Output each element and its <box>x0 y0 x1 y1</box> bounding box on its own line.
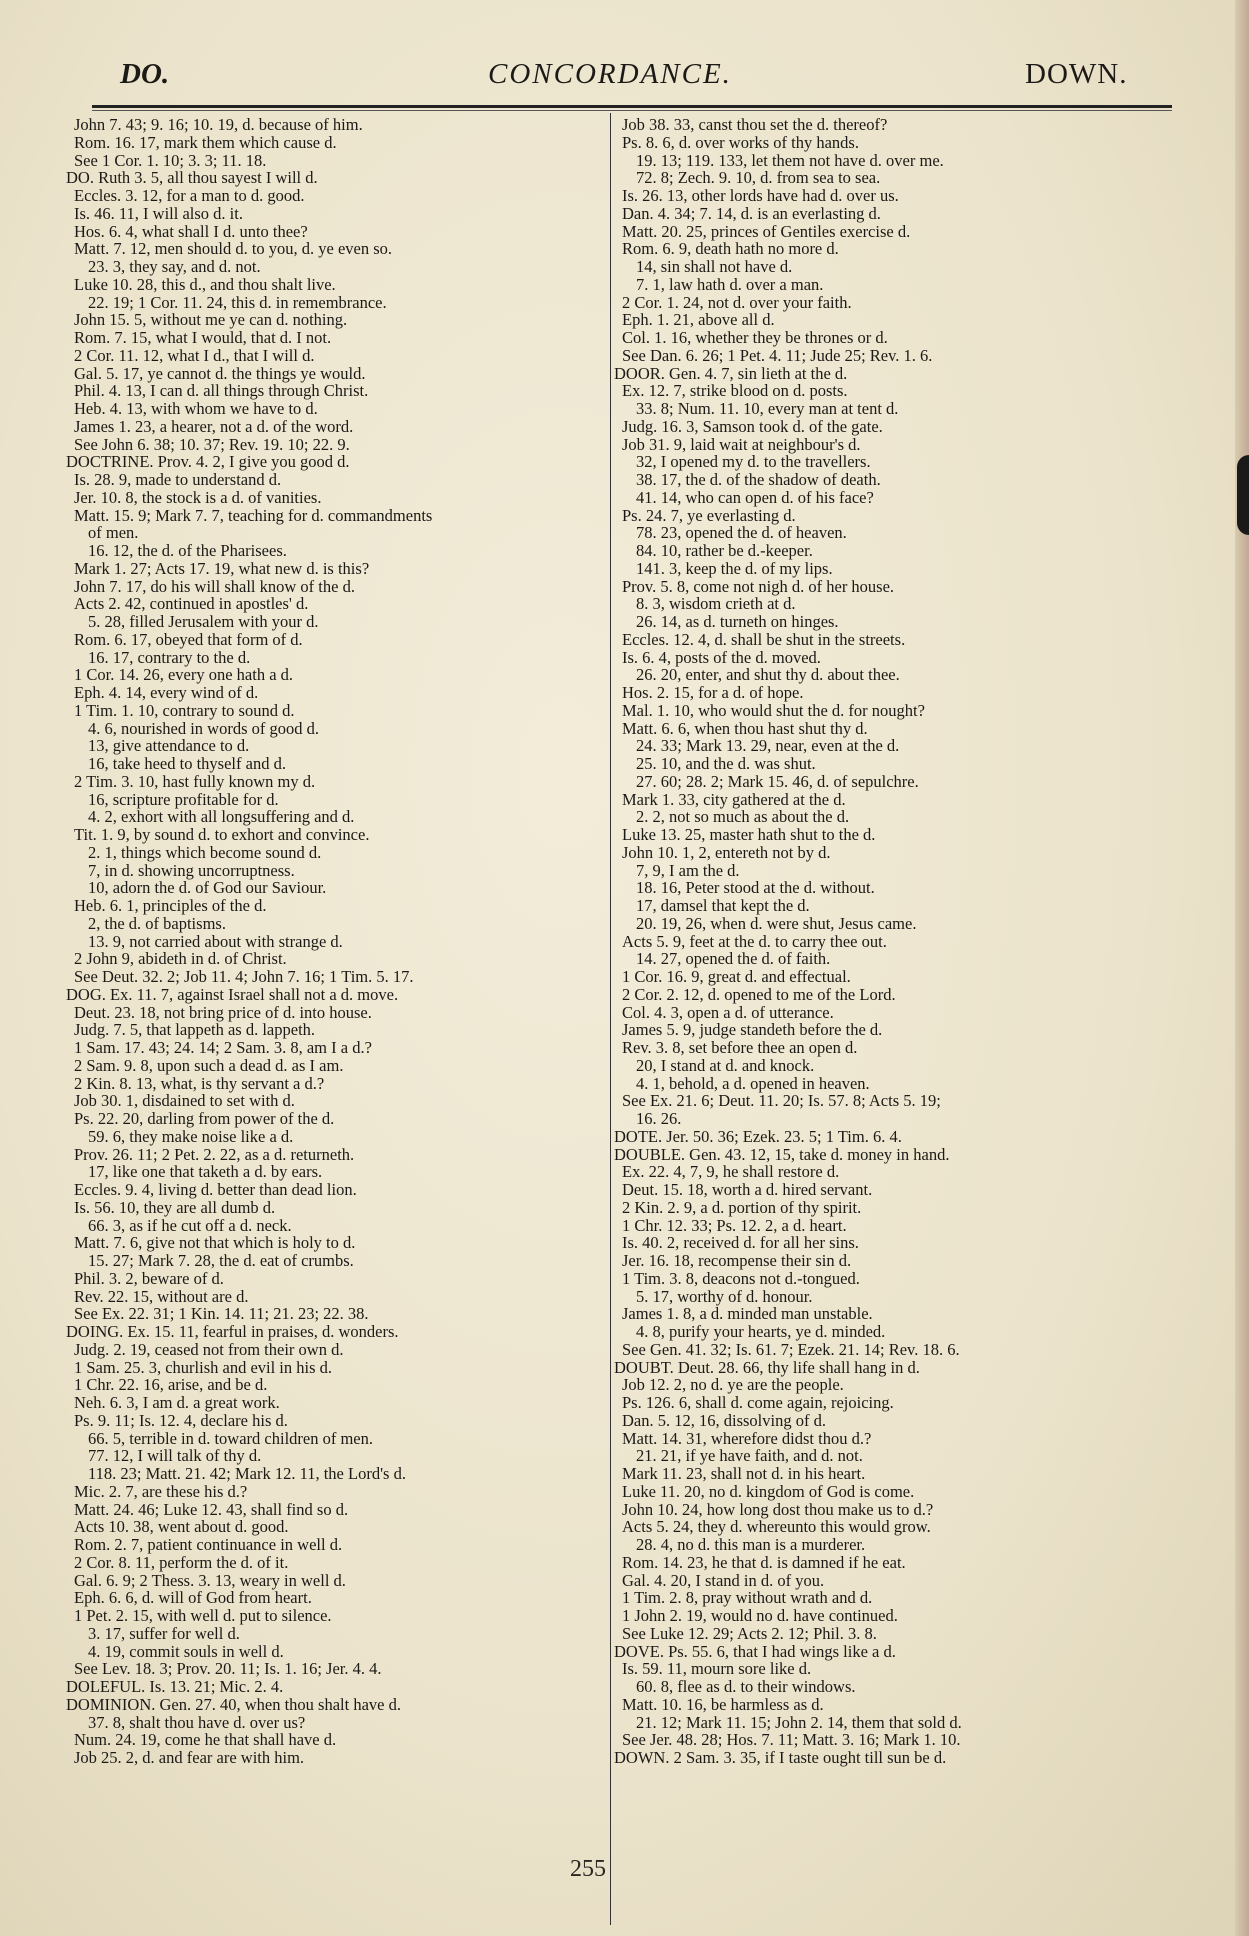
concordance-line: 2 Tim. 3. 10, hast fully known my d. <box>74 771 316 791</box>
concordance-line: John 15. 5, without me ye can d. nothing. <box>74 310 348 330</box>
concordance-line: Prov. 5. 8, come not nigh d. of her house. <box>622 576 895 596</box>
concordance-line: 2 Cor. 1. 24, not d. over your faith. <box>622 292 852 312</box>
concordance-line: Col. 4. 3, open a d. of utterance. <box>622 1002 834 1022</box>
concordance-line: 20, I stand at d. and knock. <box>636 1055 815 1075</box>
concordance-line: Hos. 2. 15, for a d. of hope. <box>622 683 804 702</box>
concordance-line: 22. 19; 1 Cor. 11. 24, this d. in remembrance. <box>88 292 387 312</box>
concordance-line: Ps. 22. 20, darling from power of the d. <box>74 1109 335 1128</box>
concordance-line: Eph. 1. 21, above all d. <box>622 310 775 330</box>
concordance-line: Judg. 7. 5, that lappeth as d. lappeth. <box>74 1020 316 1040</box>
concordance-line: 7. 1, law hath d. over a man. <box>636 274 824 294</box>
concordance-line: Rom. 14. 23, he that d. is damned if he eat. <box>622 1552 906 1572</box>
concordance-line: DOMINION. Gen. 27. 40, when thou shalt have d. <box>66 1694 401 1714</box>
concordance-line: Eccles. 9. 4, living d. better than dead lion. <box>74 1180 357 1199</box>
concordance-line: 2 Kin. 8. 13, what, is thy servant a d.? <box>74 1073 325 1093</box>
concordance-line: Job 12. 2, no d. ye are the people. <box>622 1375 844 1395</box>
concordance-line: Matt. 15. 9; Mark 7. 7, teaching for d. commandments <box>74 505 433 525</box>
concordance-line: Gal. 5. 17, ye cannot d. the things ye would. <box>74 363 366 383</box>
concordance-line: 4. 2, exhort with all longsuffering and d. <box>88 807 355 827</box>
concordance-line: 16. 26. <box>636 1109 682 1128</box>
concordance-line: 77. 12, I will talk of thy d. <box>88 1446 262 1466</box>
concordance-line: 4. 6, nourished in words of good d. <box>88 718 319 738</box>
concordance-line: DOLEFUL. Is. 13. 21; Mic. 2. 4. <box>66 1677 284 1696</box>
concordance-line: 1 Sam. 17. 43; 24. 14; 2 Sam. 3. 8, am I a d.? <box>74 1038 372 1057</box>
concordance-line: 16, scripture profitable for d. <box>88 789 279 809</box>
concordance-line: Gal. 6. 9; 2 Thess. 3. 13, weary in well d. <box>74 1570 346 1590</box>
concordance-line: 66. 5, terrible in d. toward children of men. <box>88 1428 374 1448</box>
concordance-line: Is. 40. 2, received d. for all her sins. <box>622 1233 859 1253</box>
concordance-line: 5. 28, filled Jerusalem with your d. <box>88 612 319 631</box>
concordance-line: 2 Cor. 8. 11, perform the d. of it. <box>74 1552 289 1572</box>
concordance-line: 7, 9, I am the d. <box>636 860 740 880</box>
concordance-line: John 10. 1, 2, entereth not by d. <box>622 842 831 862</box>
concordance-line: Job 25. 2, d. and fear are with him. <box>74 1748 305 1767</box>
concordance-line: Eph. 4. 14, every wind of d. <box>74 683 259 702</box>
concordance-line: Hos. 6. 4, what shall I d. unto thee? <box>74 221 308 241</box>
concordance-line: See Gen. 41. 32; Is. 61. 7; Ezek. 21. 14; Rev. 18. 6. <box>622 1339 960 1359</box>
concordance-line: 41. 14, who can open d. of his face? <box>636 487 874 507</box>
concordance-line: Luke 10. 28, this d., and thou shalt live. <box>74 274 336 294</box>
running-head-right: DOWN. <box>1025 58 1128 90</box>
concordance-line: 66. 3, as if he cut off a d. neck. <box>88 1215 292 1235</box>
concordance-line: 1 John 2. 19, would no d. have continued. <box>622 1606 898 1625</box>
concordance-line: Deut. 15. 18, worth a d. hired servant. <box>622 1180 873 1199</box>
concordance-line: 27. 60; 28. 2; Mark 15. 46, d. of sepulchre. <box>636 771 919 791</box>
concordance-line: DOING. Ex. 15. 11, fearful in praises, d. wonders. <box>66 1322 399 1341</box>
concordance-line: 59. 6, they make noise like a d. <box>88 1126 294 1146</box>
concordance-line: Gal. 4. 20, I stand in d. of you. <box>622 1570 825 1590</box>
concordance-line: 1 Chr. 12. 33; Ps. 12. 2, a d. heart. <box>622 1215 847 1235</box>
concordance-line: 16. 17, contrary to the d. <box>88 647 251 667</box>
concordance-line: Prov. 26. 11; 2 Pet. 2. 22, as a d. returneth. <box>74 1144 355 1164</box>
concordance-line: Eccles. 12. 4, d. shall be shut in the streets. <box>622 629 906 649</box>
concordance-line: Judg. 2. 19, ceased not from their own d. <box>74 1339 344 1359</box>
concordance-line: 21. 21, if ye have faith, and d. not. <box>636 1446 863 1466</box>
concordance-line: Acts 10. 38, went about d. good. <box>74 1517 289 1537</box>
concordance-line: Is. 6. 4, posts of the d. moved. <box>622 647 821 667</box>
concordance-line: Acts 5. 24, they d. whereunto this would grow. <box>622 1517 931 1537</box>
concordance-line: 5. 17, worthy of d. honour. <box>636 1286 813 1306</box>
right-column <box>614 116 1189 1767</box>
concordance-line: 1 Pet. 2. 15, with well d. put to silence. <box>74 1606 332 1625</box>
concordance-line: Dan. 5. 12, 16, dissolving of d. <box>622 1410 826 1430</box>
concordance-line: 60. 8, flee as d. to their windows. <box>636 1677 856 1696</box>
concordance-line: Rom. 2. 7, patient continuance in well d. <box>74 1535 343 1554</box>
concordance-line: See John 6. 38; 10. 37; Rev. 19. 10; 22. 9. <box>74 434 350 454</box>
concordance-line: Ps. 24. 7, ye everlasting d. <box>622 505 796 525</box>
concordance-line: DOUBLE. Gen. 43. 12, 15, take d. money in hand. <box>614 1144 950 1164</box>
concordance-line: DOCTRINE. Prov. 4. 2, I give you good d. <box>66 452 350 472</box>
concordance-line: 2 Cor. 2. 12, d. opened to me of the Lord. <box>622 984 896 1004</box>
concordance-line: DOOR. Gen. 4. 7, sin lieth at the d. <box>614 363 848 383</box>
concordance-line: 2 Cor. 11. 12, what I d., that I will d. <box>74 345 315 365</box>
concordance-line: 33. 8; Num. 11. 10, every man at tent d. <box>636 399 899 418</box>
concordance-line: Ps. 9. 11; Is. 12. 4, declare his d. <box>74 1410 288 1430</box>
concordance-line: Rom. 6. 9, death hath no more d. <box>622 239 839 259</box>
concordance-line: Rev. 3. 8, set before thee an open d. <box>622 1038 858 1057</box>
concordance-line: 38. 17, the d. of the shadow of death. <box>636 470 881 489</box>
concordance-line: 78. 23, opened the d. of heaven. <box>636 523 847 543</box>
concordance-line: See Lev. 18. 3; Prov. 20. 11; Is. 1. 16; Jer. 4. 4. <box>74 1659 382 1679</box>
concordance-line: Matt. 7. 6, give not that which is holy to d. <box>74 1233 356 1253</box>
concordance-line: 16. 12, the d. of the Pharisees. <box>88 541 287 560</box>
concordance-line: 21. 12; Mark 11. 15; John 2. 14, them that sold d. <box>636 1712 962 1732</box>
concordance-line: 15. 27; Mark 7. 28, the d. eat of crumbs. <box>88 1251 354 1270</box>
concordance-line: 2 Sam. 9. 8, upon such a dead d. as I am. <box>74 1055 344 1075</box>
concordance-line: 2. 2, not so much as about the d. <box>636 807 850 827</box>
concordance-line: 72. 8; Zech. 9. 10, d. from sea to sea. <box>636 168 881 188</box>
concordance-line: John 10. 24, how long dost thou make us to d.? <box>622 1499 934 1519</box>
concordance-line: Rom. 7. 15, what I would, that d. I not. <box>74 328 332 347</box>
concordance-line: Matt. 24. 46; Luke 12. 43, shall find so d. <box>74 1499 349 1519</box>
concordance-line: Is. 56. 10, they are all dumb d. <box>74 1197 276 1217</box>
concordance-line: Jer. 16. 18, recompense their sin d. <box>622 1251 852 1270</box>
concordance-line: 1 Cor. 14. 26, every one hath a d. <box>74 665 294 685</box>
concordance-line: Neh. 6. 3, I am d. a great work. <box>74 1393 280 1412</box>
concordance-line: Matt. 10. 16, be harmless as d. <box>622 1694 824 1714</box>
concordance-line: Mark 1. 33, city gathered at the d. <box>622 789 846 809</box>
page-number: 255 <box>570 1856 606 1882</box>
concordance-line: 26. 14, as d. turneth on hinges. <box>636 612 839 631</box>
concordance-line: Eph. 6. 6, d. will of God from heart. <box>74 1588 312 1608</box>
concordance-line: Rom. 16. 17, mark them which cause d. <box>74 132 337 152</box>
concordance-line: of men. <box>88 523 139 543</box>
concordance-line: 14. 27, opened the d. of faith. <box>636 949 831 969</box>
concordance-line: 1 Tim. 2. 8, pray without wrath and d. <box>622 1588 873 1608</box>
column-divider <box>610 113 611 1925</box>
concordance-line: Jer. 10. 8, the stock is a d. of vanities. <box>74 487 322 507</box>
concordance-line: 37. 8, shalt thou have d. over us? <box>88 1712 306 1732</box>
concordance-line: Acts 5. 9, feet at the d. to carry thee out. <box>622 931 887 951</box>
concordance-line: 32, I opened my d. to the travellers. <box>636 452 871 472</box>
concordance-line: See Ex. 21. 6; Deut. 11. 20; Is. 57. 8; Acts 5. 19; <box>622 1091 941 1111</box>
concordance-line: Mark 1. 27; Acts 17. 19, what new d. is this? <box>74 558 370 578</box>
concordance-line: 23. 3, they say, and d. not. <box>88 257 261 276</box>
concordance-line: DOTE. Jer. 50. 36; Ezek. 23. 5; 1 Tim. 6. 4. <box>614 1126 902 1146</box>
concordance-line: 28. 4, no d. this man is a murderer. <box>636 1535 866 1554</box>
concordance-line: 118. 23; Matt. 21. 42; Mark 12. 11, the Lord's d. <box>88 1464 406 1483</box>
page-edge <box>1235 0 1249 1936</box>
concordance-line: DOUBT. Deut. 28. 66, thy life shall hang in d. <box>614 1357 920 1377</box>
concordance-line: Matt. 6. 6, when thou hast shut thy d. <box>622 718 868 738</box>
concordance-line: Ex. 22. 4, 7, 9, he shall restore d. <box>622 1162 840 1182</box>
concordance-line: Tit. 1. 9, by sound d. to exhort and convince. <box>74 825 370 844</box>
running-head-title: CONCORDANCE. <box>488 58 732 90</box>
concordance-line: Is. 46. 11, I will also d. it. <box>74 203 243 223</box>
concordance-line: Luke 11. 20, no d. kingdom of God is come. <box>622 1481 915 1501</box>
concordance-line: 2 John 9, abideth in d. of Christ. <box>74 949 287 969</box>
concordance-line: 25. 10, and the d. was shut. <box>636 754 816 773</box>
concordance-line: 84. 10, rather be d.-keeper. <box>636 541 813 560</box>
concordance-line: James 5. 9, judge standeth before the d. <box>622 1020 883 1040</box>
concordance-line: Judg. 16. 3, Samson took d. of the gate. <box>622 416 883 436</box>
concordance-line: 4. 19, commit souls in well d. <box>88 1641 284 1661</box>
concordance-line: Acts 2. 42, continued in apostles' d. <box>74 594 309 614</box>
concordance-line: Eccles. 3. 12, for a man to d. good. <box>74 186 305 205</box>
concordance-line: Is. 26. 13, other lords have had d. over us. <box>622 186 899 205</box>
concordance-line: 141. 3, keep the d. of my lips. <box>636 558 833 578</box>
concordance-line: Job 38. 33, canst thou set the d. thereof? <box>622 115 888 134</box>
concordance-line: 2. 1, things which become sound d. <box>88 842 322 862</box>
concordance-line: 1 Sam. 25. 3, churlish and evil in his d. <box>74 1357 333 1377</box>
concordance-line: Is. 28. 9, made to understand d. <box>74 470 282 489</box>
concordance-line: 19. 13; 119. 133, let them not have d. over me. <box>636 150 944 170</box>
concordance-line: 2, the d. of baptisms. <box>88 913 226 933</box>
concordance-line: Heb. 4. 13, with whom we have to d. <box>74 399 318 418</box>
left-column <box>66 116 608 1767</box>
concordance-line: Heb. 6. 1, principles of the d. <box>74 896 267 915</box>
concordance-line: See Dan. 6. 26; 1 Pet. 4. 11; Jude 25; Rev. 1. 6. <box>622 345 933 365</box>
concordance-line: Phil. 3. 2, beware of d. <box>74 1268 224 1288</box>
concordance-line: Matt. 20. 25, princes of Gentiles exercise d. <box>622 221 911 241</box>
concordance-line: Job 31. 9, laid wait at neighbour's d. <box>622 434 861 454</box>
concordance-line: Job 30. 1, disdained to set with d. <box>74 1091 295 1111</box>
concordance-line: 17, like one that taketh a d. by ears. <box>88 1162 323 1182</box>
concordance-line: 10, adorn the d. of God our Saviour. <box>88 878 327 898</box>
concordance-line: Mal. 1. 10, who would shut the d. for nought? <box>622 700 925 720</box>
concordance-line: 14, sin shall not have d. <box>636 257 793 276</box>
running-head-left: DO. <box>120 58 170 90</box>
concordance-line: 7, in d. showing uncorruptness. <box>88 860 295 880</box>
concordance-line: Phil. 4. 13, I can d. all things through Christ. <box>74 381 369 401</box>
concordance-line: Matt. 14. 31, wherefore didst thou d.? <box>622 1428 872 1448</box>
concordance-line: 2 Kin. 2. 9, a d. portion of thy spirit. <box>622 1197 862 1217</box>
concordance-line: Deut. 23. 18, not bring price of d. into house. <box>74 1002 372 1022</box>
concordance-line: 4. 8, purify your hearts, ye d. minded. <box>636 1322 886 1341</box>
concordance-line: 1 Tim. 3. 8, deacons not d.-tongued. <box>622 1268 860 1288</box>
concordance-line: Dan. 4. 34; 7. 14, d. is an everlasting d. <box>622 203 881 223</box>
concordance-line: Matt. 7. 12, men should d. to you, d. ye even so. <box>74 239 393 259</box>
concordance-line: James 1. 23, a hearer, not a d. of the word. <box>74 416 354 436</box>
concordance-line: James 1. 8, a d. minded man unstable. <box>622 1304 873 1324</box>
concordance-line: Ps. 8. 6, d. over works of thy hands. <box>622 132 859 152</box>
concordance-line: See Jer. 48. 28; Hos. 7. 11; Matt. 3. 16; Mark 1. 10. <box>622 1730 961 1750</box>
concordance-line: Mark 11. 23, shall not d. in his heart. <box>622 1464 866 1483</box>
concordance-line: See Ex. 22. 31; 1 Kin. 14. 11; 21. 23; 22. 38. <box>74 1304 369 1324</box>
concordance-line: See Deut. 32. 2; Job 11. 4; John 7. 16; 1 Tim. 5. 17. <box>74 967 414 986</box>
concordance-line: 8. 3, wisdom crieth at d. <box>636 594 796 614</box>
concordance-line: 13, give attendance to d. <box>88 736 250 756</box>
concordance-line: 4. 1, behold, a d. opened in heaven. <box>636 1073 870 1093</box>
concordance-line: DOVE. Ps. 55. 6, that I had wings like a d. <box>614 1641 896 1661</box>
concordance-line: Is. 59. 11, mourn sore like d. <box>622 1659 812 1679</box>
concordance-line: Rom. 6. 17, obeyed that form of d. <box>74 629 303 649</box>
concordance-line: 20. 19, 26, when d. were shut, Jesus came. <box>636 913 917 933</box>
concordance-line: See 1 Cor. 1. 10; 3. 3; 11. 18. <box>74 150 267 170</box>
concordance-line: Mic. 2. 7, are these his d.? <box>74 1481 248 1501</box>
concordance-line: DOWN. 2 Sam. 3. 35, if I taste ought till sun be d. <box>614 1748 947 1767</box>
concordance-line: 26. 20, enter, and shut thy d. about thee. <box>636 665 900 685</box>
thumb-index-tab <box>1237 455 1249 535</box>
concordance-line: 1 Cor. 16. 9, great d. and effectual. <box>622 967 851 986</box>
concordance-line: 1 Tim. 1. 10, contrary to sound d. <box>74 700 295 720</box>
concordance-line: Col. 1. 16, whether they be thrones or d. <box>622 328 888 347</box>
concordance-line: Rev. 22. 15, without are d. <box>74 1286 249 1306</box>
concordance-line: Luke 13. 25, master hath shut to the d. <box>622 825 876 844</box>
concordance-line: 24. 33; Mark 13. 29, near, even at the d. <box>636 736 900 756</box>
concordance-line: 16, take heed to thyself and d. <box>88 754 286 773</box>
concordance-line: 3. 17, suffer for well d. <box>88 1623 240 1643</box>
concordance-line: John 7. 43; 9. 16; 10. 19, d. because of him. <box>74 115 363 134</box>
concordance-line: 18. 16, Peter stood at the d. without. <box>636 878 875 898</box>
header-rule <box>92 105 1172 108</box>
concordance-line: 1 Chr. 22. 16, arise, and be d. <box>74 1375 268 1395</box>
header-rule-thin <box>92 110 1172 111</box>
concordance-line: See Luke 12. 29; Acts 2. 12; Phil. 3. 8. <box>622 1623 877 1643</box>
concordance-line: DO. Ruth 3. 5, all thou sayest I will d. <box>66 168 318 188</box>
concordance-line: DOG. Ex. 11. 7, against Israel shall not a d. move. <box>66 984 399 1004</box>
concordance-line: John 7. 17, do his will shall know of the d. <box>74 576 355 596</box>
concordance-line: Num. 24. 19, come he that shall have d. <box>74 1730 337 1750</box>
concordance-line: 13. 9, not carried about with strange d. <box>88 931 343 951</box>
concordance-line: 17, damsel that kept the d. <box>636 896 810 915</box>
concordance-line: Ps. 126. 6, shall d. come again, rejoicing. <box>622 1393 894 1412</box>
concordance-line: Ex. 12. 7, strike blood on d. posts. <box>622 381 848 401</box>
